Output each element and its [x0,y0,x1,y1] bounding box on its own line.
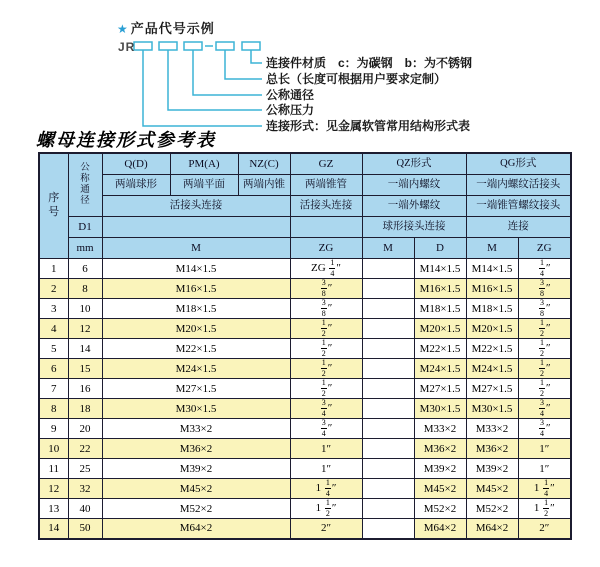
cell-qz-m [362,419,414,439]
cell-gz-zg: 1 $\frac{1}{2}$ ″ [290,499,362,519]
code-box [134,42,152,50]
header-qg-desc3: 连接 [466,217,571,238]
cell-qz-m [362,399,414,419]
cell-qg-m: M45×2 [466,479,518,499]
table-row [39,499,571,519]
cell-qg-m: M14×1.5 [466,259,518,279]
cell-m: M27×1.5 [102,379,290,399]
header-nz-desc: 两端内锥 [238,175,290,196]
cell-m: M24×1.5 [102,359,290,379]
cell-qz-d: M33×2 [414,419,466,439]
cell-qg-zg: $\frac{3}{8}$ ″ [518,279,571,299]
cell-qz-m [362,459,414,479]
cell-m: M30×1.5 [102,399,290,419]
star-icon: ★ [117,22,129,36]
cell-mm: 15 [68,359,102,379]
cell-qz-d: M30×1.5 [414,399,466,419]
table-row [39,519,571,539]
cell-gz-zg: $\frac{1}{2}$ ″ [290,319,362,339]
header-blank-left [102,217,290,238]
code-box [216,42,234,50]
table-row [39,419,571,439]
code-box [159,42,177,50]
cell-mm: 10 [68,299,102,319]
table-row [39,479,571,499]
cell-mm: 14 [68,339,102,359]
leader-line [168,50,262,110]
code-box [184,42,202,50]
diagram-heading-text: 产品代号示例 [130,21,215,36]
code-prefix: JR [118,40,136,54]
cell-mm: 16 [68,379,102,399]
cell-mm: 25 [68,459,102,479]
cell-qz-d: M22×1.5 [414,339,466,359]
cell-qz-d: M36×2 [414,439,466,459]
header-unit-qg-m: M [466,238,518,259]
cell-m: M64×2 [102,519,290,539]
header-diameter: 公称通径 [68,153,102,217]
cell-serial: 6 [39,359,68,379]
cell-gz-zg: $\frac{1}{2}$ ″ [290,359,362,379]
cell-qg-m: M24×1.5 [466,359,518,379]
cell-gz-zg: $\frac{3}{4}$ ″ [290,399,362,419]
cell-m: M39×2 [102,459,290,479]
cell-gz-zg: $\frac{1}{2}$ ″ [290,339,362,359]
cell-qg-zg: 1″ [518,439,571,459]
cell-qz-d: M24×1.5 [414,359,466,379]
code-label-diameter: 公称通径 [266,88,315,102]
cell-gz-zg: $\frac{1}{2}$ ″ [290,379,362,399]
cell-gz-zg: 1″ [290,439,362,459]
cell-m: M16×1.5 [102,279,290,299]
cell-qz-m [362,299,414,319]
cell-qg-zg: 1 $\frac{1}{2}$ ″ [518,499,571,519]
header-unit-m: M [102,238,290,259]
header-gz-desc: 两端锥管 [290,175,362,196]
cell-qg-zg: $\frac{1}{2}$ ″ [518,379,571,399]
cell-qg-zg: 2″ [518,519,571,539]
table-row [39,379,571,399]
cell-m: M45×2 [102,479,290,499]
header-qg-desc1: 一端内螺纹活接头 [466,175,571,196]
cell-qz-m [362,319,414,339]
nut-connection-table [38,152,572,540]
cell-qg-m: M36×2 [466,439,518,459]
cell-qg-m: M33×2 [466,419,518,439]
cell-qz-m [362,339,414,359]
cell-m: M20×1.5 [102,319,290,339]
cell-serial: 2 [39,279,68,299]
header-union-gz: 活接头连接 [290,196,362,217]
table-row [39,399,571,419]
leader-line [143,50,262,126]
code-label-material: 连接件材质 c：为碳钢 b：为不锈钢 [266,56,473,70]
header-nz: NZ(C) [238,153,290,175]
cell-serial: 12 [39,479,68,499]
header-blank-gz [290,217,362,238]
cell-qg-m: M20×1.5 [466,319,518,339]
table-row [39,319,571,339]
cell-qg-zg: 1″ [518,459,571,479]
table-row [39,299,571,319]
table-row [39,259,571,279]
cell-qz-d: M16×1.5 [414,279,466,299]
cell-serial: 14 [39,519,68,539]
cell-qg-zg: 1 $\frac{1}{4}$ ″ [518,479,571,499]
cell-serial: 8 [39,399,68,419]
header-unit-qz-d: D [414,238,466,259]
header-union-left: 活接头连接 [102,196,290,217]
header-pm: PM(A) [170,153,238,175]
cell-serial: 4 [39,319,68,339]
cell-mm: 6 [68,259,102,279]
cell-serial: 13 [39,499,68,519]
cell-gz-zg: $\frac{3}{8}$ ″ [290,279,362,299]
code-label-pressure: 公称压力 [266,103,315,117]
cell-qz-d: M52×2 [414,499,466,519]
cell-m: M14×1.5 [102,259,290,279]
cell-qz-m [362,279,414,299]
header-gz: GZ [290,153,362,175]
cell-qz-m [362,519,414,539]
cell-m: M36×2 [102,439,290,459]
table-header [39,153,571,259]
cell-mm: 50 [68,519,102,539]
cell-qg-zg: $\frac{3}{4}$ ″ [518,399,571,419]
cell-qz-d: M14×1.5 [414,259,466,279]
cell-qg-zg: $\frac{3}{4}$ ″ [518,419,571,439]
header-serial: 序号 [39,153,68,259]
cell-qz-m [362,259,414,279]
code-box [242,42,260,50]
cell-serial: 3 [39,299,68,319]
cell-serial: 11 [39,459,68,479]
cell-qz-m [362,439,414,459]
cell-qg-zg: $\frac{1}{2}$ ″ [518,359,571,379]
cell-qg-zg: $\frac{1}{2}$ ″ [518,319,571,339]
cell-gz-zg: 2″ [290,519,362,539]
cell-mm: 40 [68,499,102,519]
cell-qg-m: M52×2 [466,499,518,519]
cell-qg-zg: $\frac{1}{4}$ ″ [518,259,571,279]
table-row [39,359,571,379]
cell-mm: 32 [68,479,102,499]
cell-m: M18×1.5 [102,299,290,319]
cell-m: M22×1.5 [102,339,290,359]
header-pm-desc: 两端平面 [170,175,238,196]
header-qz: QZ形式 [362,153,466,175]
cell-qz-m [362,499,414,519]
cell-gz-zg: ZG $\frac{1}{4}$ ″ [290,259,362,279]
cell-qg-zg: $\frac{3}{8}$ ″ [518,299,571,319]
cell-gz-zg: $\frac{3}{8}$ ″ [290,299,362,319]
table-row [39,279,571,299]
cell-qz-d: M39×2 [414,459,466,479]
cell-mm: 18 [68,399,102,419]
code-label-connection: 连接形式：见金属软管常用结构形式表 [266,119,471,133]
cell-qz-d: M18×1.5 [414,299,466,319]
cell-serial: 7 [39,379,68,399]
cell-qg-m: M16×1.5 [466,279,518,299]
diagram-heading [117,18,215,37]
header-q: Q(D) [102,153,170,175]
cell-qz-d: M45×2 [414,479,466,499]
header-d1: D1 [68,217,102,238]
table-title: 螺母连接形式参考表 [36,130,216,150]
table-body [39,259,571,539]
nut-connection-table-wrap [38,152,572,540]
cell-mm: 20 [68,419,102,439]
table-row [39,439,571,459]
table-row [39,339,571,359]
cell-gz-zg: 1″ [290,459,362,479]
cell-m: M52×2 [102,499,290,519]
cell-mm: 12 [68,319,102,339]
cell-serial: 10 [39,439,68,459]
cell-qz-m [362,359,414,379]
cell-qz-d: M64×2 [414,519,466,539]
header-unit-qg-zg: ZG [518,238,571,259]
leader-line [251,50,262,63]
header-qg: QG形式 [466,153,571,175]
cell-m: M33×2 [102,419,290,439]
cell-qz-d: M20×1.5 [414,319,466,339]
cell-qg-m: M64×2 [466,519,518,539]
header-qz-desc1: 一端内螺纹 [362,175,466,196]
cell-serial: 5 [39,339,68,359]
cell-qg-m: M39×2 [466,459,518,479]
cell-qg-m: M30×1.5 [466,399,518,419]
cell-serial: 9 [39,419,68,439]
table-row [39,459,571,479]
header-qg-desc2: 一端锥管螺纹接头 [466,196,571,217]
header-qz-desc2: 一端外螺纹 [362,196,466,217]
cell-qg-zg: $\frac{1}{2}$ ″ [518,339,571,359]
cell-qg-m: M27×1.5 [466,379,518,399]
cell-mm: 8 [68,279,102,299]
cell-qz-d: M27×1.5 [414,379,466,399]
header-q-desc: 两端球形 [102,175,170,196]
cell-gz-zg: 1 $\frac{1}{4}$ ″ [290,479,362,499]
cell-mm: 22 [68,439,102,459]
cell-qg-m: M18×1.5 [466,299,518,319]
cell-serial: 1 [39,259,68,279]
cell-gz-zg: $\frac{3}{4}$ ″ [290,419,362,439]
cell-qz-m [362,379,414,399]
header-mm: mm [68,238,102,259]
cell-qz-m [362,479,414,499]
header-qz-desc3: 球形接头连接 [362,217,466,238]
cell-qg-m: M22×1.5 [466,339,518,359]
header-unit-qz-m: M [362,238,414,259]
header-unit-gz-zg: ZG [290,238,362,259]
leader-line [225,50,262,79]
code-label-length: 总长（长度可根据用户要求定制） [266,72,447,86]
